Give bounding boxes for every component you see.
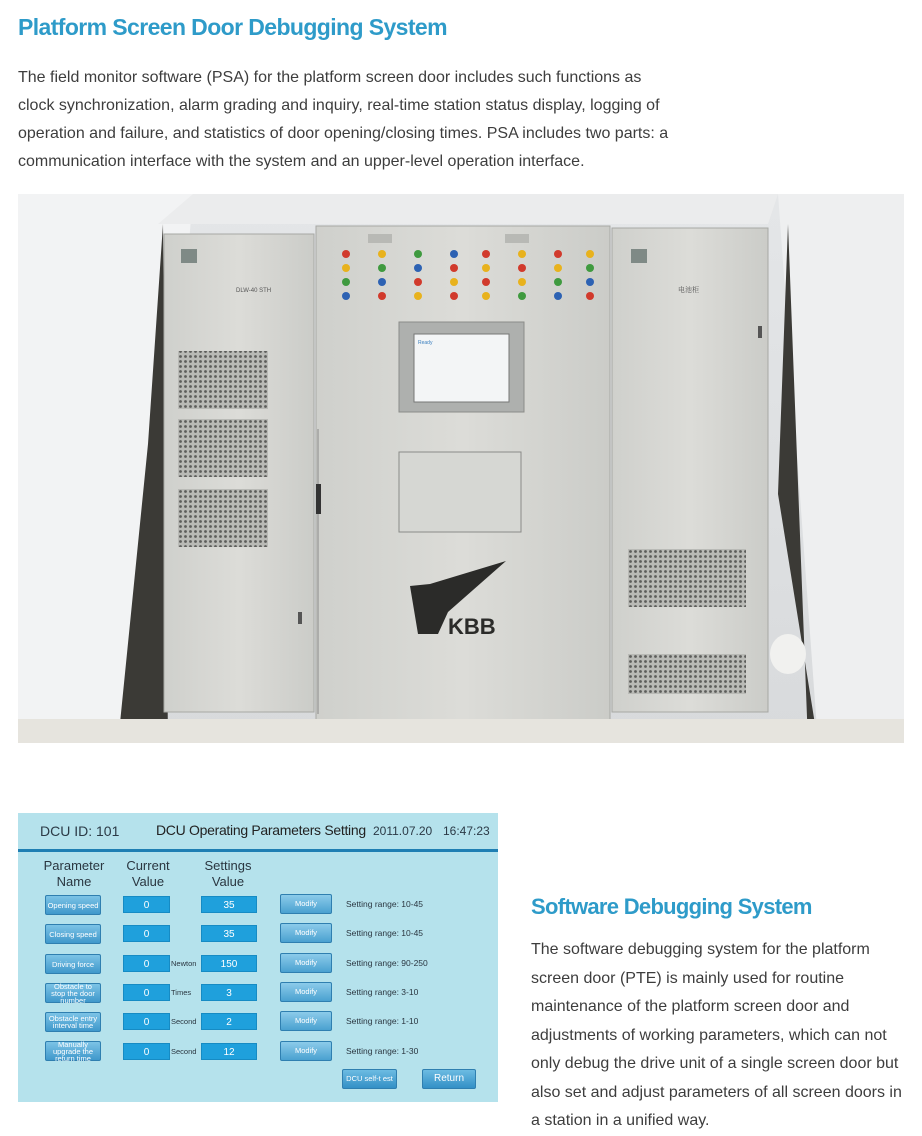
- indicator-light: [518, 264, 526, 272]
- setting-value-field[interactable]: 2: [201, 1013, 257, 1030]
- indicator-light: [342, 264, 350, 272]
- indicator-light: [378, 278, 386, 286]
- param-name-button[interactable]: Manually upgrade the return time: [45, 1041, 101, 1061]
- param-name-button[interactable]: Obstacle entry interval time: [45, 1012, 101, 1032]
- right-cabinet-label: 电池柜: [678, 287, 699, 294]
- setting-range: Setting range: 1-30: [346, 1046, 419, 1056]
- return-button[interactable]: Return: [422, 1069, 476, 1089]
- column-header-settings-value: Settings Value: [204, 858, 252, 889]
- setting-range: Setting range: 3-10: [346, 987, 419, 997]
- indicator-light: [586, 278, 594, 286]
- indicator-light: [482, 278, 490, 286]
- param-name-button[interactable]: Opening speed: [45, 895, 101, 915]
- setting-range: Setting range: 1-10: [346, 1016, 419, 1026]
- indicator-light: [414, 278, 422, 286]
- indicator-light: [342, 250, 350, 258]
- current-value-field: 0: [123, 896, 170, 913]
- column-header-parameter-name: Parameter Name: [43, 858, 105, 889]
- dcu-id: DCU ID: 101: [40, 823, 120, 839]
- logo-text: KBB: [448, 614, 496, 639]
- dcu-self-test-button[interactable]: DCU self-t est: [342, 1069, 397, 1089]
- indicator-light: [450, 250, 458, 258]
- intro-paragraph: The field monitor software (PSA) for the platform screen door includes such functions as clock synchronization, alarm grading and inquiry, real-time station status display, logging of operation and failure, and statistics of door opening/closing times. PSA includes two parts: a communication interface with the system and an upper-level operation interface.: [18, 69, 669, 170]
- indicator-light: [450, 264, 458, 272]
- param-name-button[interactable]: Obstacle to stop the door number: [45, 983, 101, 1003]
- dcu-date: 2011.07.20: [373, 824, 433, 838]
- current-value-field: 0: [123, 1013, 170, 1030]
- dcu-header-divider: [18, 849, 498, 852]
- setting-range: Setting range: 10-45: [346, 928, 424, 938]
- indicator-light: [482, 264, 490, 272]
- unit-label: Second: [171, 1047, 197, 1056]
- modify-button[interactable]: Modify: [280, 982, 332, 1002]
- screen-label: Ready: [418, 340, 433, 346]
- setting-value-field[interactable]: 35: [201, 896, 257, 913]
- indicator-light: [554, 292, 562, 300]
- indicator-light: [554, 278, 562, 286]
- setting-range: Setting range: 10-45: [346, 899, 424, 909]
- indicator-light: [378, 264, 386, 272]
- setting-value-field[interactable]: 12: [201, 1043, 257, 1060]
- indicator-light: [342, 278, 350, 286]
- indicator-light: [414, 264, 422, 272]
- unit-label: Newton: [171, 959, 197, 968]
- current-value-field: 0: [123, 925, 170, 942]
- software-paragraph: The software debugging system for the platform screen door (PTE) is mainly used for routine maintenance of the platform screen door and adjustments of working parameters, which can not only debug the drive unit of a single screen door but also set and adjust parameters of all screen doors in a station in a unified way.: [531, 941, 902, 1129]
- page-title: Platform Screen Door Debugging System: [18, 14, 447, 40]
- section-heading-software: Software Debugging System: [531, 894, 812, 919]
- indicator-light: [518, 250, 526, 258]
- setting-range: Setting range: 90-250: [346, 958, 428, 968]
- indicator-light: [586, 264, 594, 272]
- setting-value-field[interactable]: 3: [201, 984, 257, 1001]
- modify-button[interactable]: Modify: [280, 1041, 332, 1061]
- unit-label: Second: [171, 1017, 197, 1026]
- dcu-parameters-panel: [18, 813, 498, 1102]
- dcu-title: DCU Operating Parameters Setting: [156, 822, 366, 838]
- indicator-light: [378, 250, 386, 258]
- indicator-light: [554, 250, 562, 258]
- indicator-light: [586, 292, 594, 300]
- left-cabinet-label: DLW-40 STH: [236, 288, 272, 294]
- indicator-light: [586, 250, 594, 258]
- indicator-light: [518, 292, 526, 300]
- modify-button[interactable]: Modify: [280, 894, 332, 914]
- indicator-light: [414, 250, 422, 258]
- unit-label: Times: [171, 988, 192, 997]
- indicator-light: [450, 292, 458, 300]
- indicator-light: [482, 250, 490, 258]
- indicator-light: [482, 292, 490, 300]
- indicator-light: [554, 264, 562, 272]
- setting-value-field[interactable]: 35: [201, 925, 257, 942]
- current-value-field: 0: [123, 984, 170, 1001]
- param-name-button[interactable]: Closing speed: [45, 924, 101, 944]
- modify-button[interactable]: Modify: [280, 923, 332, 943]
- modify-button[interactable]: Modify: [280, 1011, 332, 1031]
- setting-value-field[interactable]: 150: [201, 955, 257, 972]
- indicator-light: [518, 278, 526, 286]
- param-name-button[interactable]: Driving force: [45, 954, 101, 974]
- cabinet-photo: [18, 194, 904, 743]
- modify-button[interactable]: Modify: [280, 953, 332, 973]
- current-value-field: 0: [123, 1043, 170, 1060]
- indicator-light: [414, 292, 422, 300]
- dcu-header: [18, 813, 498, 848]
- indicator-light: [378, 292, 386, 300]
- indicator-light: [342, 292, 350, 300]
- column-header-current-value: Current Value: [126, 858, 170, 889]
- current-value-field: 0: [123, 955, 170, 972]
- dcu-time: 16:47:23: [443, 824, 490, 838]
- indicator-light: [450, 278, 458, 286]
